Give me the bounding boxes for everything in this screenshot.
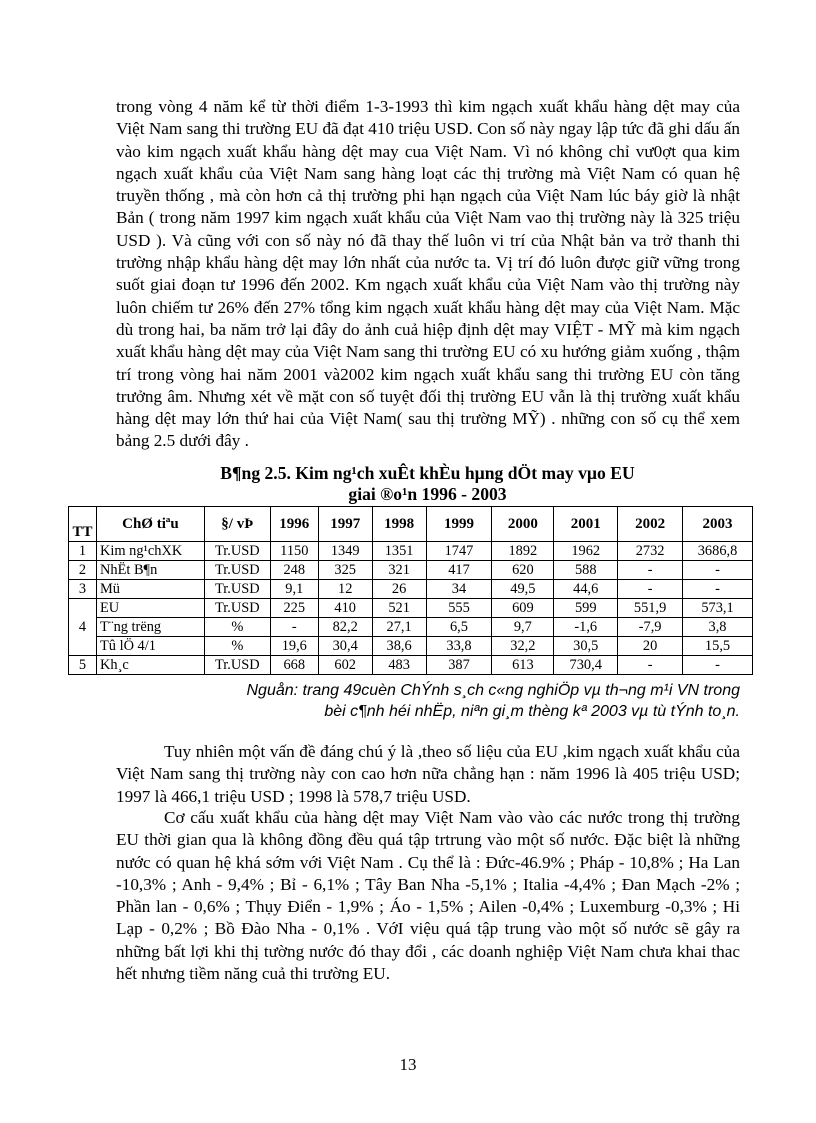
body-paragraph-1: trong vòng 4 năm kể từ thời điểm 1-3-1993 thì kim ngạch xuất khẩu hàng dệt may của Việt Nam sang thi trường EU đã đạt 410 triệu USD. Con số này ngay lập tức đã ghi dấu ấn vào kim ngạch xuất khẩu hàng dệt may cua Việt Nam. Vì nó không chỉ vư0ợt qua kim ngạch xuất khẩu của Việt Nam sang hàng loạt các thị trường mà Việt Nam có quan hệ truyền thống , mà còn hơn cả thị trường phi hạn ngạch của Việt Nam lúc báy giờ là nhật Bản ( trong năm 1997 kim ngạch xuất khẩu của Việt Nam vao thị trường này là 325 triệu USD ). Và cũng với con số này nó đã thay thế luôn vi trí của Nhật bản va trở thanh thi trường nhập khẩu hàng dệt may lớn nhất của nước ta. Vị trí đó luôn được giữ vững trong suốt giai đoạn tư 1996 đến 2002. Km ngạch xuất khẩu của Việt Nam vào thị trường này luôn chiếm tư 26% đến 27% tổng kim ngạch xuất khẩu hàng dệt may của Việt Nam. Mặc dù trong hai, ba năm trở lại đây do ảnh cuả hiệp định dệt may VIỆT - MỸ mà kim ngạch xuất khẩu hàng dệt may của Việt Nam sang thi trường EU có xu hướng giảm xuống , thậm trí trong vòng hai năm 2001 và2002 kim ngạch xuất khẩu sang thi trường EU còn tăng trưởng âm. Nhưng xét về mặt con số tuyệt đối thị trường EU vẫn là thị trường xuất khẩu hàng dệt may lớn thứ hai của Việt Nam( sau thị trường MỸ) . những con số cụ thể xem bảng 2.5 dưới đây . [116,97,740,451]
cell-1996: 668 [270,656,318,675]
cell-1997: 1349 [318,542,372,561]
row-number: 5 [69,656,97,675]
cell-1998: 1351 [372,542,426,561]
cell-2003: - [683,561,753,580]
cell-2002: 20 [618,637,683,656]
cell-2001: -1,6 [554,618,618,637]
row-label: EU [96,599,204,618]
cell-2003: - [683,656,753,675]
cell-1998: 483 [372,656,426,675]
cell-1999: 33,8 [426,637,492,656]
row-label: T¨ng trëng [96,618,204,637]
cell-1999: 1747 [426,542,492,561]
cell-2001: 599 [554,599,618,618]
cell-1996: 9,1 [270,580,318,599]
row-number: 4 [69,599,97,656]
cell-1996: 1150 [270,542,318,561]
cell-1996: 225 [270,599,318,618]
page-number: 13 [399,1055,417,1074]
cell-2000: 32,2 [492,637,554,656]
table-header-row [69,507,753,542]
row-unit: Tr.USD [204,656,270,675]
header-year-1996: 1996 [270,507,318,542]
header-year-2000: 2000 [492,507,554,542]
row-unit: Tr.USD [204,561,270,580]
table-caption-line-2: giai ®o¹n 1996 - 2003 [348,484,507,504]
cell-1998: 38,6 [372,637,426,656]
header-year-2003: 2003 [683,507,753,542]
cell-1998: 321 [372,561,426,580]
cell-2000: 49,5 [492,580,554,599]
cell-2003: 15,5 [683,637,753,656]
body-paragraph-3: Cơ cấu xuất khẩu của hàng dệt may Việt Nam vào vào các nước trong thị trường EU thời gian qua là không đồng đều quá tập trtrung vào một số nước. Đặc biệt là những nước có quan hệ khá sớm với Việt Nam . Cụ thể là : Đức-46.9% ; Pháp - 10,8% ; Ha Lan -10,3% ; Anh - 9,4% ; Bỉ - 6,1% ; Tây Ban Nha -5,1% ; Italia -4,4% ; Đan Mạch -2% ; Phần lan - 0,6% ; Thụy Điển - 1,9% ; Áo - 1,5% ; Ailen -0,4% ; Luxemburg -0,3% ; Hi Lạp - 0,2% ; Bồ Đào Nha - 0,1% . VớI việu quá tập trung vào một số nước sẽ gây ra những bất lợi khi thị tường nước đó thay đổi , các doanh nghiệp Việt Nam chưa khai thac hết nhưng tiềm năng cuả thi trường EU. [116,808,740,984]
table-row [69,618,753,637]
row-unit: Tr.USD [204,542,270,561]
cell-2002: 551,9 [618,599,683,618]
table-row [69,599,753,618]
cell-2001: 30,5 [554,637,618,656]
cell-1999: 555 [426,599,492,618]
cell-1998: 521 [372,599,426,618]
cell-1998: 26 [372,580,426,599]
cell-1999: 417 [426,561,492,580]
row-label: Mü [96,580,204,599]
table-source-line-2: bèi c¶nh héi nhËp, niªn gi¸m thèng kª 2003 vµ tù tÝnh to¸n. [324,703,740,720]
header-tt: TT [69,507,97,542]
row-unit: Tr.USD [204,599,270,618]
cell-2003: - [683,580,753,599]
header-year-2001: 2001 [554,507,618,542]
header-year-1997: 1997 [318,507,372,542]
table-row [69,637,753,656]
cell-2002: - [618,580,683,599]
row-unit: Tr.USD [204,580,270,599]
cell-2001: 730,4 [554,656,618,675]
cell-2000: 9,7 [492,618,554,637]
row-unit: % [204,637,270,656]
table-row [69,656,753,675]
cell-1996: 19,6 [270,637,318,656]
row-number: 1 [69,542,97,561]
cell-2001: 44,6 [554,580,618,599]
cell-1996: - [270,618,318,637]
cell-1997: 30,4 [318,637,372,656]
cell-2002: - [618,656,683,675]
row-unit: % [204,618,270,637]
row-label: Kim ng¹chXK [96,542,204,561]
cell-2002: 2732 [618,542,683,561]
cell-1997: 82,2 [318,618,372,637]
table-row [69,580,753,599]
header-year-1999: 1999 [426,507,492,542]
cell-2003: 3686,8 [683,542,753,561]
cell-1997: 12 [318,580,372,599]
cell-2002: - [618,561,683,580]
row-number: 2 [69,561,97,580]
row-label: NhËt B¶n [96,561,204,580]
cell-2000: 620 [492,561,554,580]
table-source-line-1: Nguån: trang 49cuèn ChÝnh s¸ch c«ng nghiÖp vµ th¬ng m¹i VN trong [246,682,740,699]
cell-1997: 410 [318,599,372,618]
cell-2000: 609 [492,599,554,618]
row-number: 3 [69,580,97,599]
cell-1998: 27,1 [372,618,426,637]
header-indicator: ChØ tiªu [96,507,204,542]
cell-2001: 1962 [554,542,618,561]
cell-2003: 573,1 [683,599,753,618]
row-label: Tû lÖ 4/1 [96,637,204,656]
table-row [69,542,753,561]
cell-1999: 6,5 [426,618,492,637]
cell-1996: 248 [270,561,318,580]
cell-2000: 613 [492,656,554,675]
cell-1999: 34 [426,580,492,599]
row-label: Kh¸c [96,656,204,675]
cell-2003: 3,8 [683,618,753,637]
table-caption-line-1: B¶ng 2.5. Kim ng¹ch xuÊt khÈu hµng dÖt may vµo EU [220,463,635,483]
header-unit: §/ vÞ [204,507,270,542]
cell-2000: 1892 [492,542,554,561]
header-year-1998: 1998 [372,507,426,542]
cell-2002: -7,9 [618,618,683,637]
export-turnover-table [68,506,753,675]
cell-1997: 325 [318,561,372,580]
cell-2001: 588 [554,561,618,580]
cell-1999: 387 [426,656,492,675]
table-row [69,561,753,580]
cell-1997: 602 [318,656,372,675]
body-paragraph-2: Tuy nhiên một vấn đề đáng chú ý là ,theo số liệu của EU ,kim ngạch xuất khẩu của Việt Nam sang thị trường này con cao hơn nữa chẳng hạn : năm 1996 là 405 triệu USD; 1997 là 466,1 triệu USD ; 1998 là 578,7 triệu USD. [116,742,740,806]
header-year-2002: 2002 [618,507,683,542]
